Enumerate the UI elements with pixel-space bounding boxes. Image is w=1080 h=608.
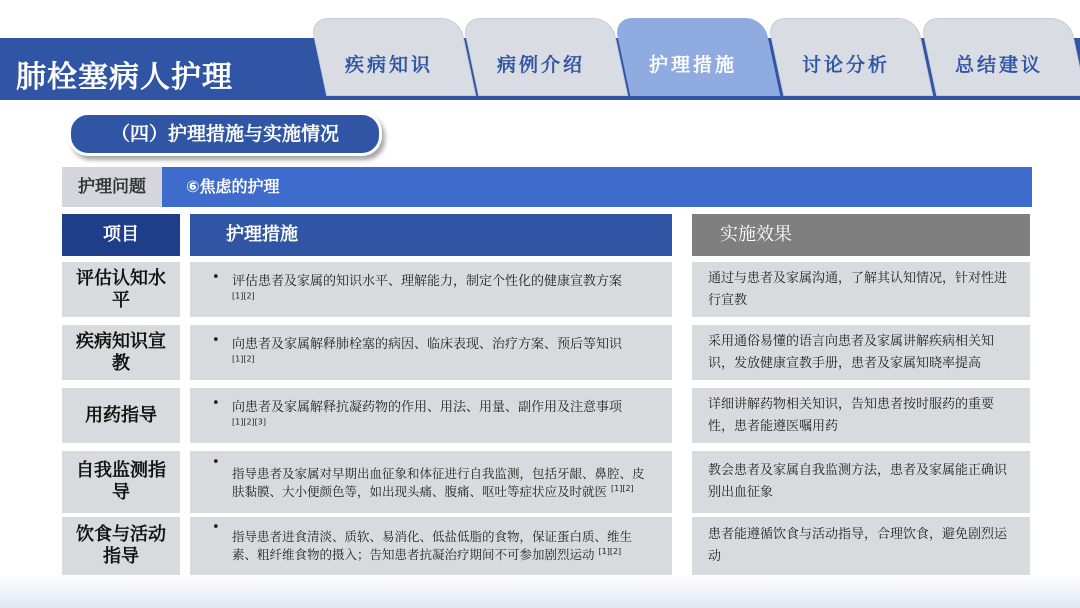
bullet-icon: • xyxy=(212,455,220,470)
header-effect: 实施效果 xyxy=(692,214,1030,256)
header-item: 项目 xyxy=(62,214,180,256)
row-effect: 患者能遵循饮食与活动指导，合理饮食，避免剧烈运动 xyxy=(692,517,1030,575)
bullet-icon: • xyxy=(212,270,220,285)
section-title: （四）护理措施与实施情况 xyxy=(68,112,382,156)
row-measure xyxy=(190,325,672,380)
tab-discussion-label[interactable]: 讨论分析 xyxy=(801,54,890,76)
row-item: 饮食与活动指导 xyxy=(62,517,180,575)
problem-text: ⑥焦虑的护理 xyxy=(186,177,280,196)
reference: [1][2][3] xyxy=(232,417,266,427)
bullet-icon: • xyxy=(212,396,220,411)
measure-text: 指导患者进食清淡、质软、易消化、低盐低脂的食物，保证蛋白质、维生素、粗纤维食物的摄入；告知患者抗凝治疗期间不可参加剧烈运动 xyxy=(232,529,633,562)
measure-text: 评估患者及家属的知识水平、理解能力，制定个性化的健康宣教方案 xyxy=(232,273,623,289)
measure-text: 向患者及家属解释抗凝药物的作用、用法、用量、副作用及注意事项 xyxy=(232,399,623,415)
row-measure xyxy=(190,388,672,443)
header-measure: 护理措施 xyxy=(190,214,672,256)
row-measure xyxy=(190,451,672,513)
reference: [1][2] xyxy=(232,354,255,364)
app-title: 肺栓塞病人护理 xyxy=(16,60,233,95)
bullet-icon: • xyxy=(212,520,220,535)
row-effect: 详细讲解药物相关知识，告知患者按时服药的重要性，患者能遵医嘱用药 xyxy=(692,388,1030,443)
tab-nursing-measures-label[interactable]: 护理措施 xyxy=(648,54,737,76)
bottom-decoration xyxy=(0,575,1080,608)
row-measure xyxy=(190,517,672,575)
row-effect: 教会患者及家属自我监测方法，患者及家属能正确识别出血征象 xyxy=(692,451,1030,513)
measure-text: 向患者及家属解释肺栓塞的病因、临床表现、治疗方案、预后等知识 xyxy=(232,336,623,352)
tab-case-intro-label[interactable]: 病例介绍 xyxy=(496,54,585,76)
row-item: 疾病知识宣教 xyxy=(62,325,180,380)
row-item: 评估认知水平 xyxy=(62,262,180,317)
row-effect: 采用通俗易懂的语言向患者及家属讲解疾病相关知识，发放健康宣教手册，患者及家属知晓率提高 xyxy=(692,325,1030,380)
tab-summary-label[interactable]: 总结建议 xyxy=(954,54,1043,76)
reference: [1][2] xyxy=(598,546,622,556)
row-item: 用药指导 xyxy=(62,388,180,443)
reference: [1][2] xyxy=(611,483,634,493)
tab-disease-knowledge-label[interactable]: 疾病知识 xyxy=(344,54,433,76)
row-measure xyxy=(190,262,672,317)
reference: [1][2] xyxy=(232,291,255,301)
problem-label: 护理问题 xyxy=(62,167,162,207)
row-item: 自我监测指导 xyxy=(62,451,180,513)
measure-text: 指导患者及家属对早期出血征象和体征进行自我监测，包括牙龈、鼻腔、皮肤黏膜、大小便颜色等，如出现头痛、腹痛、呕吐等症状应及时就医 xyxy=(232,465,645,499)
row-effect: 通过与患者及家属沟通，了解其认知情况，针对性进行宣教 xyxy=(692,262,1030,317)
bullet-icon: • xyxy=(212,333,220,348)
